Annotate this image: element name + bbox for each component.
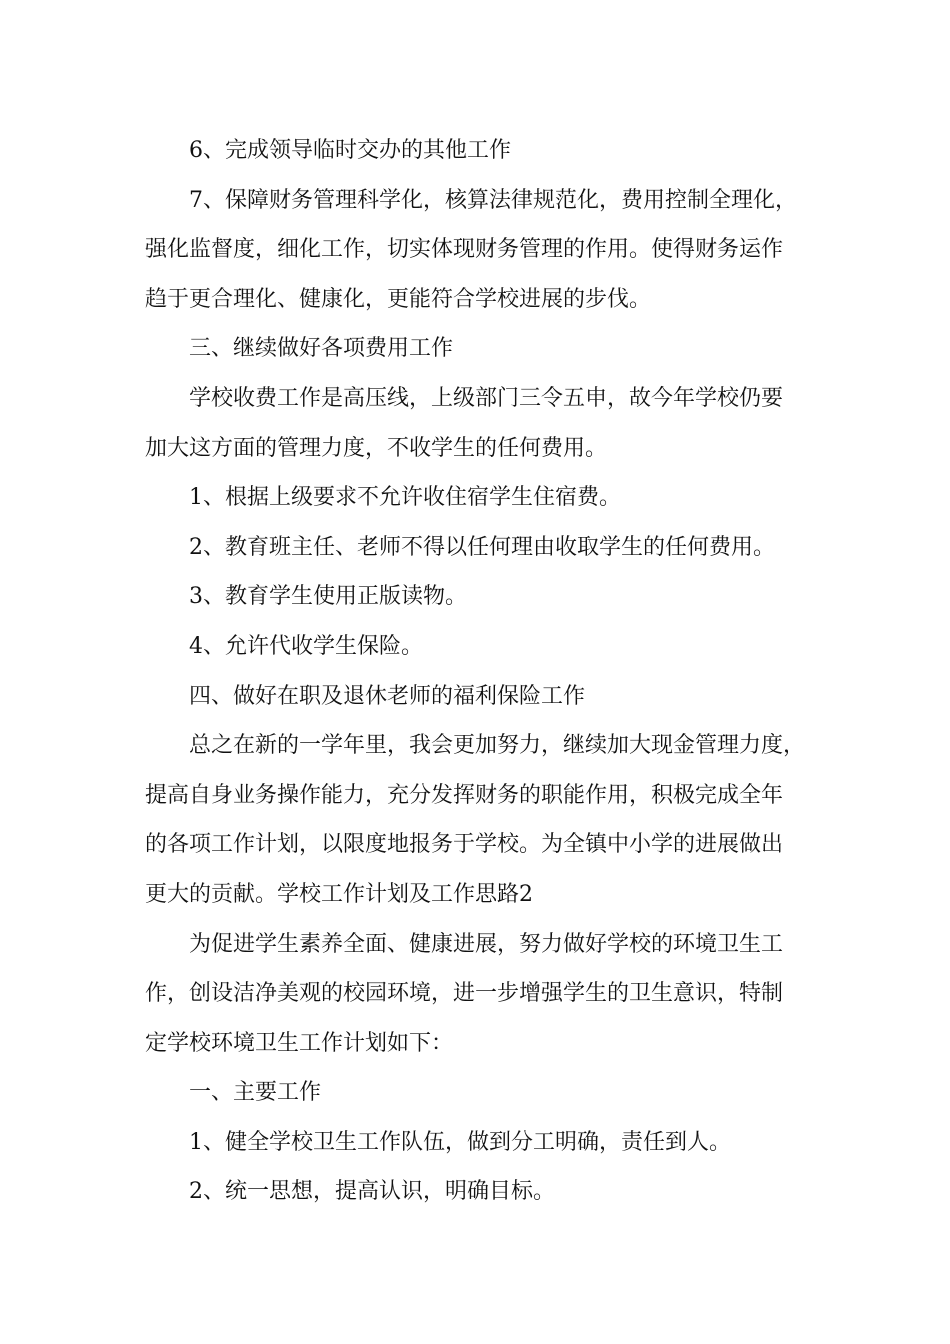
- list-item: 4、允许代收学生保险。: [189, 633, 423, 659]
- text-line: 7、保障财务管理科学化，核算法律规范化，费用控制全理化，: [189, 187, 797, 213]
- text-line: 总之在新的一学年里，我会更加努力，继续加大现金管理力度，: [189, 733, 806, 759]
- text-line: 定学校环境卫生工作计划如下：: [145, 1030, 454, 1056]
- list-item: 3、教育学生使用正版读物。: [189, 584, 467, 610]
- text-line: 提高自身业务操作能力，充分发挥财务的职能作用，积极完成全年: [145, 782, 784, 808]
- section-heading: 四、做好在职及退休老师的福利保险工作: [189, 683, 586, 709]
- document-body: [145, 130, 820, 1221]
- section-heading: 一、主要工作: [189, 1080, 322, 1106]
- text-line: 强化监督度，细化工作，切实体现财务管理的作用。使得财务运作: [145, 237, 784, 263]
- list-item: 2、教育班主任、老师不得以任何理由收取学生的任何费用。: [189, 534, 775, 560]
- text-line: 的各项工作计划，以限度地报务于学校。为全镇中小学的进展做出: [145, 832, 784, 858]
- text-line: 为促进学生素养全面、健康进展，努力做好学校的环境卫生工: [189, 931, 784, 957]
- text-line: 更大的贡献。学校工作计划及工作思路2: [145, 881, 533, 907]
- section-heading: 三、继续做好各项费用工作: [189, 336, 454, 362]
- text-line: 学校收费工作是高压线，上级部门三令五申，故今年学校仍要: [189, 385, 784, 411]
- list-item: 2、统一思想，提高认识，明确目标。: [189, 1179, 555, 1205]
- text-line: 作，创设洁净美观的校园环境，进一步增强学生的卫生意识，特制: [145, 981, 784, 1007]
- list-item: 1、健全学校卫生工作队伍，做到分工明确，责任到人。: [189, 1129, 731, 1155]
- text-line: 6、完成领导临时交办的其他工作: [189, 138, 511, 163]
- text-line: 趋于更合理化、健康化，更能符合学校进展的步伐。: [145, 286, 652, 312]
- list-item: 1、根据上级要求不允许收住宿学生住宿费。: [189, 485, 621, 511]
- text-line: 加大这方面的管理力度，不收学生的任何费用。: [145, 435, 608, 461]
